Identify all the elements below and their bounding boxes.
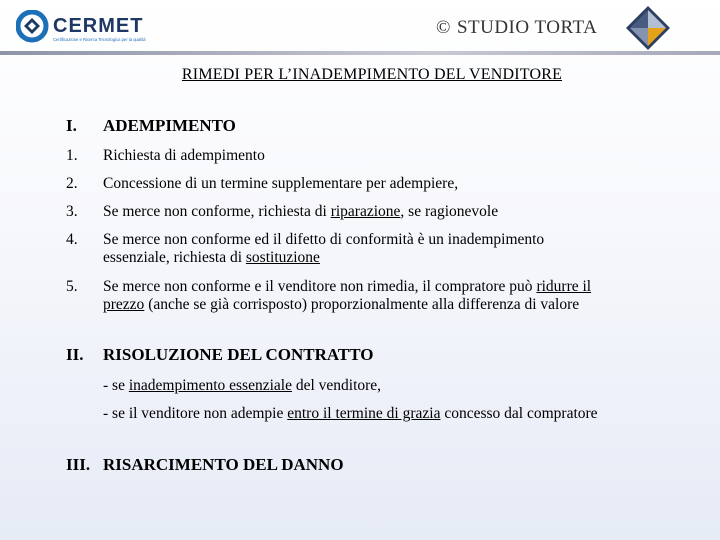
- section-number: II.: [66, 345, 84, 364]
- item-number: 5.: [66, 278, 78, 295]
- logo-text: CERMET: [53, 15, 144, 37]
- item-number: 3.: [66, 203, 78, 220]
- text-run: , se ragionevole: [400, 203, 499, 220]
- underlined-term: prezzo: [103, 296, 145, 313]
- item-number: 1.: [66, 147, 78, 164]
- item-text: [103, 404, 598, 423]
- copyright-symbol: ©: [436, 17, 451, 38]
- item-number: 4.: [66, 231, 78, 248]
- text-run: - se il venditore non adempie: [103, 405, 288, 422]
- item-number: 2.: [66, 175, 78, 192]
- section-number: III.: [66, 455, 91, 474]
- header: [0, 0, 720, 52]
- studio-label: STUDIO TORTA: [456, 17, 598, 38]
- underlined-term: riparazione: [330, 203, 401, 220]
- section-number: I.: [66, 116, 77, 135]
- item-text-line-1: [103, 277, 591, 296]
- item-text-line-2: [103, 248, 320, 267]
- underlined-term: inadempimento essenziale: [128, 377, 292, 394]
- item-text: [103, 202, 498, 221]
- studio-name: [436, 17, 597, 39]
- item-text: [103, 376, 381, 395]
- header-divider: [0, 51, 720, 55]
- text-run: essenziale, richiesta di: [103, 249, 246, 266]
- underlined-term: ridurre il: [536, 278, 592, 295]
- underlined-term: entro il termine di grazia: [287, 405, 441, 422]
- section-heading: RISARCIMENTO DEL DANNO: [103, 455, 344, 474]
- section-heading: RISOLUZIONE DEL CONTRATTO: [103, 345, 374, 364]
- item-text: [103, 146, 265, 165]
- text-run: Richiesta di adempimento: [103, 147, 265, 164]
- logo-tagline: Certificazione e Ricerca Tecnologica per la qualità: [53, 37, 146, 42]
- item-text: [103, 174, 458, 193]
- text-run: (anche se già corrisposto) proporzionalmente alla differenza di valore: [144, 296, 580, 313]
- slide-title: RIMEDI PER L’INADEMPIMENTO DEL VENDITORE: [181, 66, 563, 83]
- item-text-line-2: [103, 295, 579, 314]
- item-text-line-1: [103, 230, 544, 249]
- text-run: - se: [103, 377, 129, 394]
- text-run: Se merce non conforme e il venditore non rimedia, il compratore può: [103, 278, 537, 295]
- section-heading: ADEMPIMENTO: [103, 116, 236, 135]
- text-run: Se merce non conforme, richiesta di: [103, 203, 331, 220]
- text-run: Se merce non conforme ed il difetto di conformità è un inadempimento: [103, 231, 545, 248]
- text-run: del venditore,: [291, 377, 382, 394]
- diamond-logo-icon: [624, 4, 672, 52]
- text-run: Concessione di un termine supplementare per adempiere,: [103, 175, 459, 192]
- text-run: concesso dal compratore: [440, 405, 598, 422]
- underlined-term: sostituzione: [245, 249, 320, 266]
- cermet-logo: [16, 10, 176, 44]
